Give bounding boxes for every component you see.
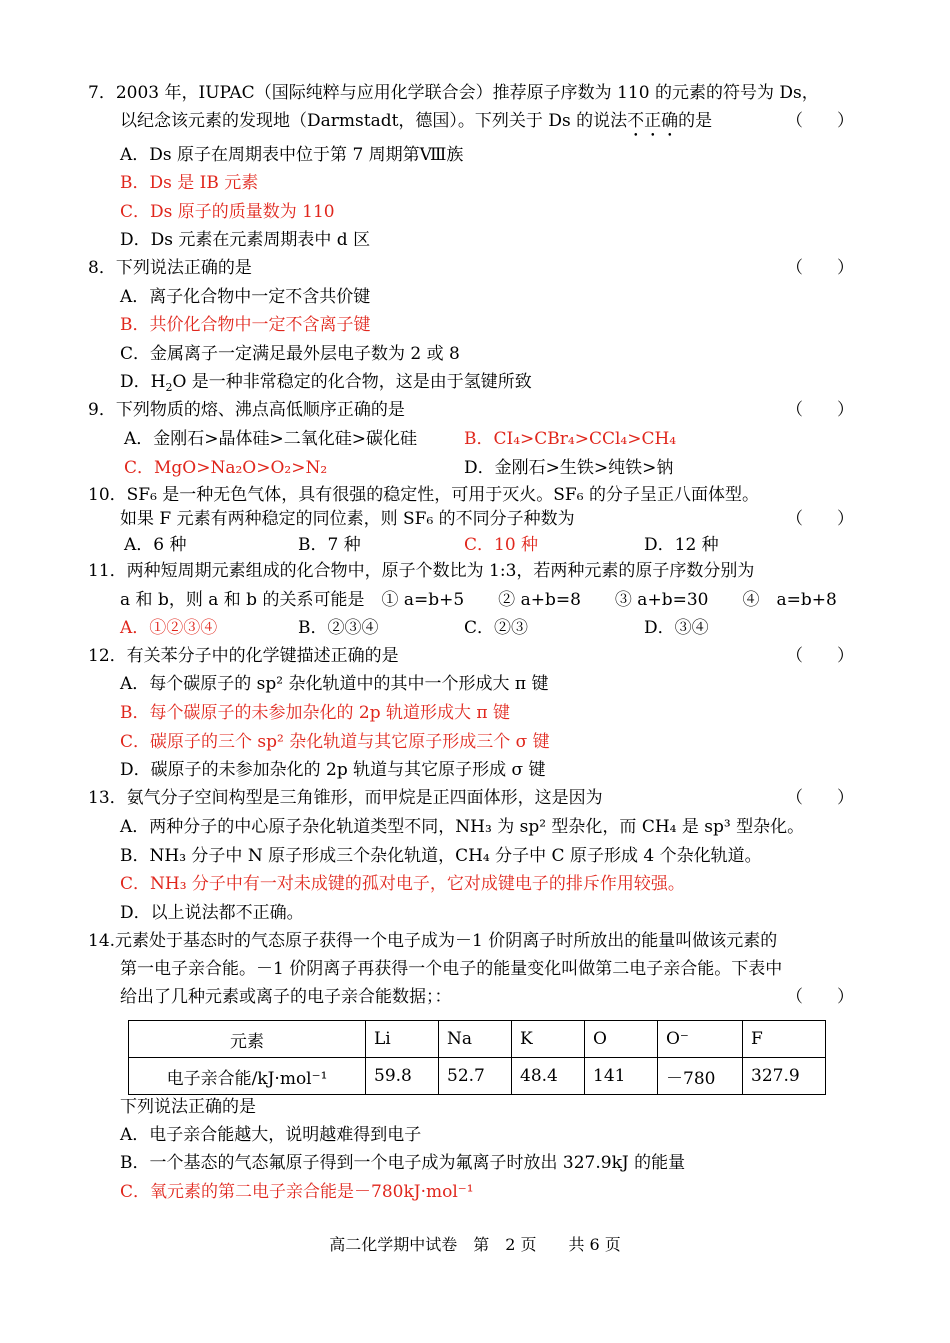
table-cell: 52.7 [439,1058,512,1095]
q7-option-c: C．Ds 原子的质量数为 110 [120,202,335,222]
q8-option-d-text: O 是一种非常稳定的化合物，这是由于氢键所致 [172,372,532,392]
electron-affinity-table [128,1020,826,1095]
q13-stem: 13．氨气分子空间构型是三角锥形，而甲烷是正四面体形，这是因为 [88,788,603,808]
q7-emphasis-text: 不正确 [627,111,679,131]
q14-sub-stem: 下列说法正确的是 [120,1097,256,1117]
q8-stem: 8．下列说法正确的是 [88,258,252,278]
q10-answer-paren: （ ） [786,509,854,529]
q11-option-b: B．②③④ [298,618,379,638]
table-cell: 48.4 [512,1058,585,1095]
q11-option-c: C．②③ [464,618,529,638]
q13-option-b: B．NH₃ 分子中 N 原子形成三个杂化轨道，CH₄ 分子中 C 原子形成 4 个杂化轨道。 [120,846,762,866]
q7-stem-text: 以纪念该元素的发现地（Darmstadt，德国）。下列关于 Ds 的说法 [120,111,628,131]
q8-option-c: C．金属离子一定满足最外层电子数为 2 或 8 [120,344,460,364]
q9-stem: 9．下列物质的熔、沸点高低顺序正确的是 [88,400,405,420]
q12-option-a: A．每个碳原子的 sp² 杂化轨道中的其中一个形成大 π 键 [120,674,549,694]
q13-option-a: A．两种分子的中心原子杂化轨道类型不同，NH₃ 为 sp² 型杂化，而 CH₄ 是 sp³ 型杂化。 [120,817,805,837]
table-cell: 327.9 [743,1058,826,1095]
table-header-row [129,1021,826,1058]
q9-option-c: C．MgO>Na₂O>O₂>N₂ [124,458,328,478]
q13-option-c: C．NH₃ 分子中有一对未成键的孤对电子，它对成键电子的排斥作用较强。 [120,874,685,894]
q11-option-d: D．③④ [644,618,709,638]
q7-stem-line2 [120,110,712,141]
q8-option-d-subscript: 2 [165,381,173,394]
q9-answer-paren: （ ） [786,400,854,420]
q8-option-d-prefix: D．H [120,372,166,392]
q7-option-a: A．Ds 原子在周期表中位于第 7 周期第Ⅷ族 [120,145,464,165]
table-cell: －780 [658,1058,743,1095]
q7-answer-paren: （ ） [786,111,854,131]
q8-answer-paren: （ ） [786,258,854,278]
q12-stem: 12．有关苯分子中的化学键描述正确的是 [88,646,399,666]
q12-option-d: D．碳原子的未参加杂化的 2p 轨道与其它原子形成 σ 键 [120,760,546,780]
q14-option-b: B．一个基态的气态氟原子得到一个电子成为氟离子时放出 327.9kJ 的能量 [120,1153,686,1173]
q9-option-a: A．金刚石>晶体硅>二氧化硅>碳化硅 [124,429,418,449]
q8-option-b: B．共价化合物中一定不含离子键 [120,315,371,335]
table-header-cell: K [512,1021,585,1058]
q11-stem-line2: a 和 b，则 a 和 b 的关系可能是 ① a=b+5 ② a+b=8 ③ a+b=30 ④ a=b+8 [120,590,837,610]
q14-option-a: A．电子亲合能越大，说明越难得到电子 [120,1125,422,1145]
q11-option-a: A．①②③④ [120,618,218,638]
q9-option-b: B．CI₄>CBr₄>CCl₄>CH₄ [464,429,677,449]
q7-option-b: B．Ds 是 IB 元素 [120,173,259,193]
page-footer: 高二化学期中试卷 第 2 页 共 6 页 [329,1235,621,1254]
q10-stem-line1: 10．SF₆ 是一种无色气体，具有很强的稳定性，可用于灭火。SF₆ 的分子呈正八面体型。 [88,485,759,505]
q10-option-d: D．12 种 [644,535,719,555]
q12-option-c: C．碳原子的三个 sp² 杂化轨道与其它原子形成三个 σ 键 [120,732,550,752]
q12-option-b: B．每个碳原子的未参加杂化的 2p 轨道形成大 π 键 [120,703,510,723]
q10-option-a: A．6 种 [124,535,187,555]
table-header-cell: O [585,1021,658,1058]
q8-option-a: A．离子化合物中一定不含共价键 [120,287,371,307]
q14-option-c: C．氧元素的第二电子亲合能是－780kJ·mol⁻¹ [120,1182,474,1202]
q7-stem-end: 的是 [678,111,713,131]
table-row-label: 电子亲合能/kJ·mol⁻¹ [129,1058,366,1095]
q10-option-c: C．10 种 [464,535,539,555]
q13-answer-paren: （ ） [786,788,854,808]
q7-option-d: D．Ds 元素在元素周期表中 d 区 [120,230,371,250]
q7-stem-line1: 7．2003 年，IUPAC（国际纯粹与应用化学联合会）推荐原子序数为 110 的元素的符号为 Ds， [88,83,819,103]
table-header-cell: Na [439,1021,512,1058]
q14-stem-line1: 14.元素处于基态时的气态原子获得一个电子成为－1 价阴离子时所放出的能量叫做该元素的 [88,931,778,951]
table-header-cell: O⁻ [658,1021,743,1058]
q14-answer-paren: （ ） [786,987,854,1007]
q9-option-d: D．金刚石>生铁>纯铁>钠 [464,458,674,478]
q13-option-d: D．以上说法都不正确。 [120,903,304,923]
table-header-cell: 元素 [129,1021,366,1058]
q14-stem-line3: 给出了几种元素或离子的电子亲合能数据；： [120,987,452,1007]
table-header-cell: Li [366,1021,439,1058]
q10-stem-line2: 如果 F 元素有两种稳定的同位素，则 SF₆ 的不同分子种数为 [120,509,575,529]
table-row [129,1058,826,1095]
q14-stem-line2: 第一电子亲合能。－1 价阴离子再获得一个电子的能量变化叫做第二电子亲合能。下表中 [120,959,783,979]
q8-option-d [120,371,532,399]
q12-answer-paren: （ ） [786,646,854,666]
table-cell: 141 [585,1058,658,1095]
q10-option-b: B．7 种 [298,535,361,555]
q11-stem-line1: 11．两种短周期元素组成的化合物中，原子个数比为 1:3，若两种元素的原子序数分别为 [88,561,755,581]
table-cell: 59.8 [366,1058,439,1095]
table-header-cell: F [743,1021,826,1058]
